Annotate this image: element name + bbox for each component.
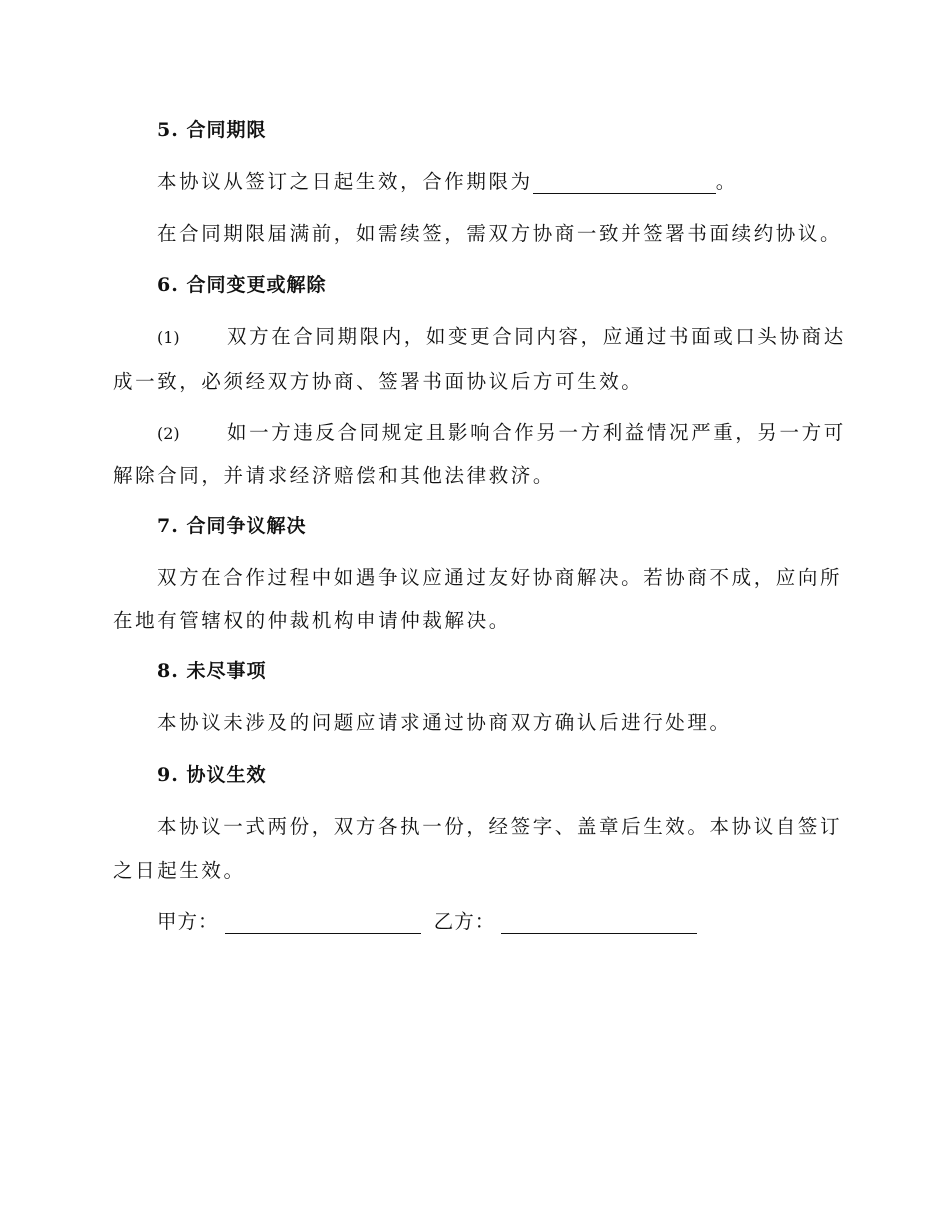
section-7-line-1: 双方在合作过程中如遇争议应通过友好协商解决。若协商不成，应向所 [157, 566, 843, 589]
party-a-signature-field[interactable] [225, 913, 421, 934]
item-1-number: (1) [157, 328, 180, 347]
section-7-line-2: 在地有管辖权的仲裁机构申请仲裁解决。 [113, 609, 511, 632]
party-a-label: 甲方： [157, 910, 219, 933]
term-blank-field[interactable] [533, 173, 716, 194]
section-6-item-2-line-1 [157, 417, 846, 445]
section-8-line-1: 本协议未涉及的问题应请求通过协商双方确认后进行处理。 [157, 711, 732, 734]
section-9-line-2: 之日起生效。 [113, 859, 246, 882]
section-6-item-1-line-1 [157, 321, 846, 349]
section-9-heading: 9. 协议生效 [157, 764, 267, 786]
section-9-line-1: 本协议一式两份，双方各执一份，经签字、盖章后生效。本协议自签订 [157, 815, 843, 838]
signature-line [157, 906, 697, 934]
section-5-paragraph-1 [157, 166, 738, 194]
section-8-heading: 8. 未尽事项 [157, 660, 267, 682]
section-5-paragraph-2: 在合同期限届满前，如需续签，需双方协商一致并签署书面续约协议。 [157, 222, 843, 245]
item-2-text: 如一方违反合同规定且影响合作另一方利益情况严重，另一方可 [227, 421, 846, 444]
term-text: 本协议从签订之日起生效，合作期限为 [157, 170, 533, 193]
section-6-item-1-line-2: 成一致，必须经双方协商、签署书面协议后方可生效。 [113, 370, 644, 393]
section-7-heading: 7. 合同争议解决 [157, 515, 307, 537]
party-b-label: 乙方： [433, 910, 496, 933]
term-end-punct: 。 [715, 170, 738, 193]
item-1-text: 双方在合同期限内，如变更合同内容，应通过书面或口头协商达 [227, 325, 846, 348]
section-5-heading: 5. 合同期限 [157, 119, 267, 141]
section-6-heading: 6. 合同变更或解除 [157, 274, 327, 296]
item-2-number: (2) [157, 424, 180, 443]
section-6-item-2-line-2: 解除合同，并请求经济赔偿和其他法律救济。 [113, 464, 556, 487]
party-b-signature-field[interactable] [501, 913, 697, 934]
